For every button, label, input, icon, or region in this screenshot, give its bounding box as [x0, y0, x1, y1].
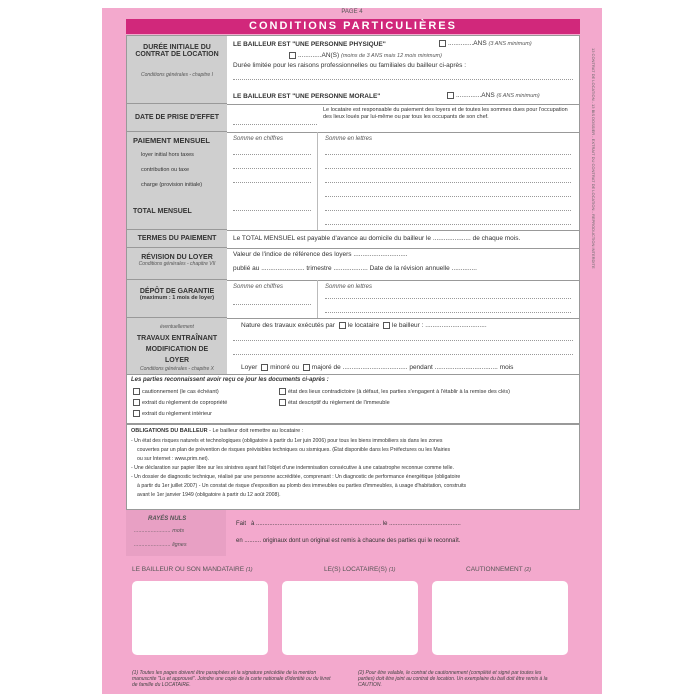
depot-field[interactable]	[325, 298, 571, 299]
revision-label-cell	[127, 248, 227, 280]
paiement-field[interactable]	[233, 182, 311, 183]
obligations-line: avant le 1er janvier 1949 (obligatoire à partir du 12 août 2008).	[137, 492, 281, 498]
physique-label: LE BAILLEUR EST "UNE PERSONNE PHYSIQUE"	[233, 41, 386, 48]
obligations-line: ou sur Internet : www.prim.net).	[137, 456, 210, 462]
depot-chiffres-label: Somme en chiffres	[233, 284, 284, 290]
footnote-2: (2) Pour être valable, le contrat de cautionnement (complété et signé par toutes les parties) doit être joint au contrat de location. Un exemplaire du bail doit être remis à la CAUTION.	[358, 670, 548, 688]
paiement-chiffres-label: Somme en chiffres	[233, 136, 284, 142]
paiement-lettres-label: Somme en lettres	[325, 136, 373, 142]
travaux-pre: éventuellement	[160, 324, 194, 330]
paiement-field[interactable]	[325, 154, 571, 155]
fait-line[interactable]: Fait à ........................................................................... le ...........................................	[236, 521, 461, 527]
termes-text: Le TOTAL MENSUEL est payable d'avance au domicile du bailleur le ..................... de chaque mois.	[233, 235, 521, 242]
rule	[227, 104, 579, 105]
paiement-label-cell	[127, 132, 227, 230]
page-label: PAGE 4	[341, 9, 363, 15]
depot-field[interactable]	[233, 304, 311, 305]
duree-sub: Conditions générales - chapitre I	[141, 72, 213, 78]
rule	[227, 280, 579, 281]
depot-lettres-label: Somme en lettres	[325, 284, 373, 290]
paiement-row-loyer: loyer initial hors taxes	[141, 152, 194, 158]
doc-item[interactable]: extrait du règlement intérieur	[131, 410, 212, 417]
paiement-field[interactable]	[325, 168, 571, 169]
depot-sub: (maximum : 1 mois de loyer)	[139, 295, 215, 301]
rule	[227, 248, 579, 249]
sig-locataire-label: LE(S) LOCATAIRE(S) (1)	[324, 566, 396, 573]
paiement-label: PAIEMENT MENSUEL	[133, 136, 210, 145]
originaux-line[interactable]: en .......... originaux dont un original est remis à chacune des parties qui le reconnaît.	[236, 538, 461, 544]
depot-label-cell	[127, 280, 227, 318]
side-legal-text-strip	[588, 48, 600, 688]
travaux-field[interactable]	[233, 340, 573, 341]
documents-section	[126, 374, 580, 424]
majore-checkbox[interactable]	[303, 364, 310, 371]
rayes-nuls-box	[126, 510, 226, 556]
short-checkbox[interactable]	[289, 52, 296, 59]
paiement-field[interactable]	[325, 182, 571, 183]
travaux-label: TRAVAUX ENTRAÎNANT MODIFICATION DE LOYER	[136, 335, 218, 364]
travaux-nature: Nature des travaux exécutés par le locataire le bailleur : ..................................	[241, 322, 487, 330]
date-effet-label: DATE DE PRISE D'EFFET	[127, 104, 227, 132]
obligations-line: - Un dossier de diagnostic technique, réalisé par une personne accréditée, comprenant : Un diagnostic de performance énergétique (obligatoire	[131, 474, 461, 480]
conditions-table	[126, 35, 580, 383]
obligations-header: OBLIGATIONS DU BAILLEUR - Le bailleur doit remettre au locataire :	[131, 428, 304, 434]
physique-checkbox[interactable]	[439, 40, 446, 47]
sig-caution-label: CAUTIONNEMENT (2)	[466, 566, 532, 573]
morale-checkbox[interactable]	[447, 92, 454, 99]
bailleur-signature-box[interactable]	[132, 581, 268, 655]
duree-limitee: Durée limitée pour les raisons professionnelles ou familiales du bailleur ci-après :	[233, 62, 467, 69]
doc-item[interactable]: extrait du règlement de copropriété	[131, 399, 227, 406]
sig-bailleur-label: LE BAILLEUR OU SON MANDATAIRE (1)	[132, 566, 253, 573]
termes-label: TERMES DU PAIEMENT	[127, 230, 227, 248]
obligations-line: couvertes par un plan de prévention de risques prévisibles techniques ou sismiques. (État disponible dans les Préfectures ou les Mairies	[137, 447, 451, 453]
paiement-row-taxe: contribution ou taxe	[141, 167, 190, 173]
revision-indice: Valeur de l'indice de référence des loyers ..............................	[233, 251, 408, 258]
revision-publie: publié au ........................ trimestre ................... Date de la révision annuelle ..............	[233, 265, 477, 272]
obligations-section	[126, 424, 580, 510]
travaux-field[interactable]	[233, 354, 573, 355]
bailleur-checkbox[interactable]	[383, 322, 390, 329]
revision-sub: Conditions générales - chapitre VII	[138, 261, 216, 267]
footnote-1: (1) Toutes les pages doivent être paraphées et la signature précédée de la mention manuscrite "Lu et approuvé". Joindre une copie de la carte nationale d'identité ou du livret de famille du LOCATAIRE.	[132, 670, 331, 688]
paiement-field[interactable]	[233, 154, 311, 155]
paiement-field[interactable]	[233, 168, 311, 169]
mots-field[interactable]: ........................ mots	[134, 528, 185, 534]
physique-years-field[interactable]: ..............ANS (3 ANS minimum)	[437, 40, 532, 47]
travaux-sub: Conditions générales - chapitre X	[140, 366, 214, 372]
paiement-field[interactable]	[325, 210, 571, 211]
duree-reason-line[interactable]	[233, 79, 573, 80]
obligations-line: à partir du 1er juillet 2007) - Un constat de risque d'exposition au plomb des immeubles ou parties d'immeubles, à usage d'habitation, construits	[137, 483, 467, 489]
travaux-loyer: Loyer minoré ou majoré de .................................... pendant ................................... mois	[241, 364, 514, 372]
short-years-field[interactable]: .............AN(S) (moins de 3 ANS mais 12 mois minimum)	[287, 52, 442, 59]
locataire-signature-box[interactable]	[282, 581, 418, 655]
depot-field[interactable]	[325, 312, 571, 313]
obligations-line: - Une déclaration sur papier libre sur les sinistres ayant fait l'objet d'une indemnisation consécutive à une catastrophe reconnue comme telle.	[131, 465, 454, 471]
date-effet-text: Le locataire est responsable du paiement des loyers et de toutes les sommes dues pour l'occupation des lieux loués par lui-même ou par tous les occupants de son chef.	[323, 107, 568, 120]
doc-item[interactable]: état descriptif du règlement de l'immeuble	[277, 399, 390, 406]
column-divider	[317, 132, 318, 230]
morale-label: LE BAILLEUR EST "UNE PERSONNE MORALE"	[233, 93, 381, 100]
lignes-field[interactable]: ........................ lignes	[134, 542, 187, 548]
rayes-nuls-label: RAYÉS NULS	[148, 516, 187, 522]
rule	[227, 132, 579, 133]
caution-signature-box[interactable]	[432, 581, 568, 655]
documents-title: Les parties reconnaissent avoir reçu ce jour les documents ci-après :	[131, 377, 329, 383]
rule	[227, 230, 579, 231]
doc-item[interactable]: cautionnement (le cas échéant)	[131, 388, 219, 395]
obligations-line: - Un état des risques naturels et technologiques (obligatoire à partir du 1er juin 2006) pour tous les biens immobiliers sis dans les zones	[131, 438, 443, 444]
total-mensuel-label: TOTAL MENSUEL	[133, 208, 192, 215]
revision-label: RÉVISION DU LOYER	[141, 254, 213, 261]
depot-label: DÉPÔT DE GARANTIE	[139, 288, 215, 295]
date-effet-field[interactable]	[233, 124, 317, 125]
side-legal-text: 13 CONTRAT DE LOCATION - 13 BIS DOSSIER - EXTRAIT DU CONTRAT DE LOCATION - REPRODUCTION INTERDITE	[591, 48, 596, 269]
paiement-field[interactable]	[233, 210, 311, 211]
section-header: CONDITIONS PARTICULIÈRES	[126, 19, 580, 34]
morale-years-field[interactable]: ..............ANS (6 ANS minimum)	[445, 92, 540, 99]
rule	[227, 318, 579, 319]
duree-label-cell	[127, 36, 227, 104]
locataire-checkbox[interactable]	[339, 322, 346, 329]
doc-item[interactable]: état des lieux contradictoire (à défaut, les parties s'engagent à l'établir à la remise des clés)	[277, 388, 510, 395]
column-divider	[317, 280, 318, 318]
duree-label: DURÉE INITIALE DU CONTRAT DE LOCATION	[135, 44, 219, 58]
form-sheet	[102, 8, 602, 694]
paiement-row-charge: charge (provision initiale)	[141, 182, 203, 188]
paiement-field[interactable]	[325, 196, 571, 197]
paiement-field[interactable]	[325, 224, 571, 225]
minore-checkbox[interactable]	[261, 364, 268, 371]
